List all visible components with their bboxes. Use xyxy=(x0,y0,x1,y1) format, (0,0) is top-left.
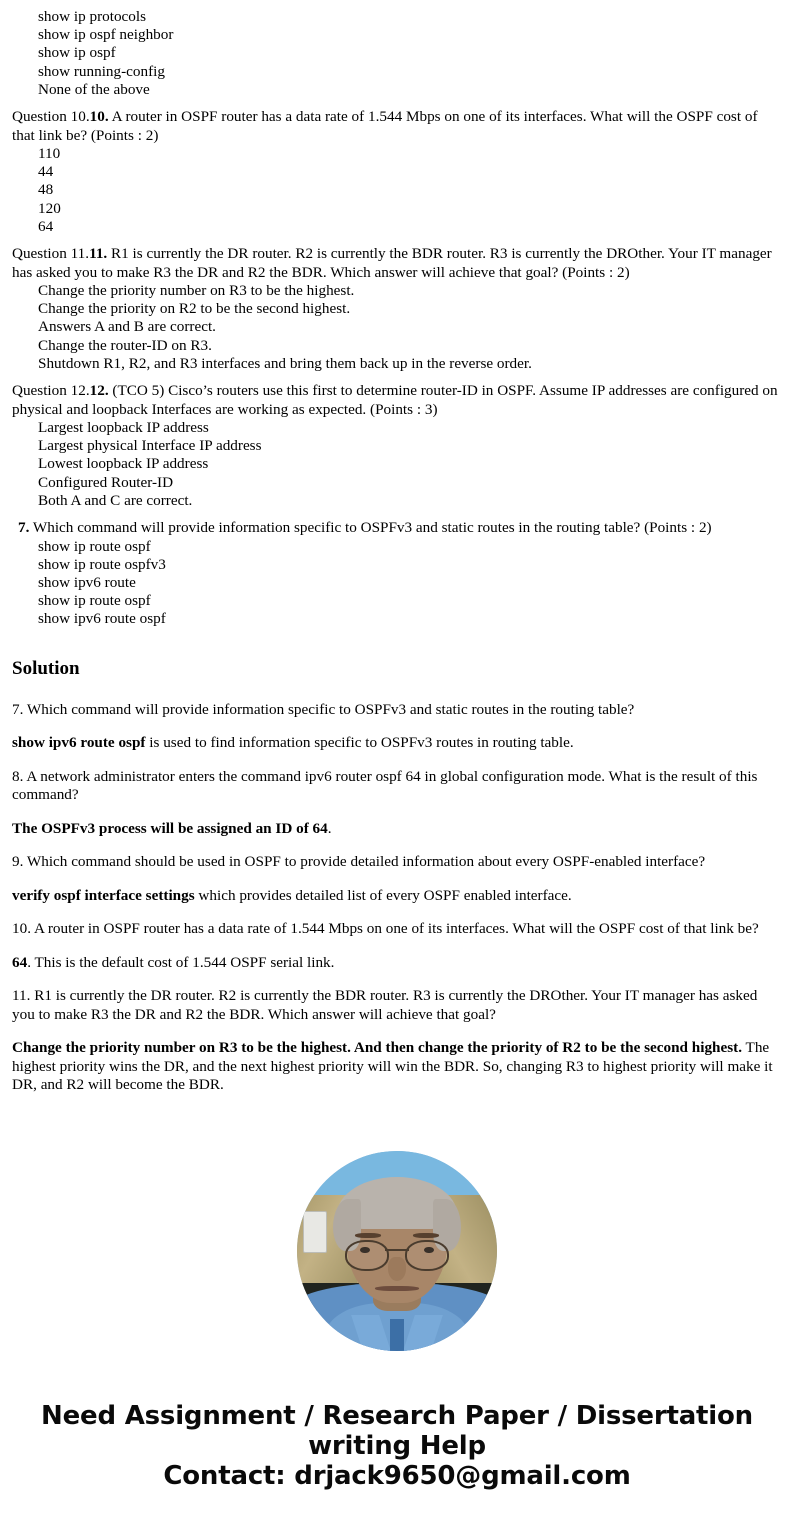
list-item[interactable]: show ip route ospf xyxy=(38,592,151,610)
clipped-top-line xyxy=(12,0,782,8)
question-7-options xyxy=(12,538,782,629)
page-title: Solution xyxy=(12,657,80,679)
question-12-number: 12. xyxy=(89,382,109,400)
question-10-body: A router in OSPF router has a data rate of 1.544 Mbps on one of its interfaces. What will the OSPF cost of that link be? (Points : 2) xyxy=(12,108,758,144)
list-item[interactable]: Change the priority on R2 to be the second highest. xyxy=(38,300,351,318)
question-11-label: Question 11. xyxy=(12,245,90,263)
list-item[interactable]: show ip ospf neighbor xyxy=(38,26,174,44)
solution-answer-11 xyxy=(12,1039,782,1095)
list-item[interactable]: show ip route ospf xyxy=(38,537,151,555)
list-item[interactable]: show ip ospf xyxy=(38,44,116,62)
list-item[interactable]: show ipv6 route ospf xyxy=(38,610,166,628)
avatar-mouth xyxy=(375,1286,419,1291)
avatar-container xyxy=(12,1151,782,1351)
list-item[interactable]: Both A and C are correct. xyxy=(38,491,193,509)
question-12-body: (TCO 5) Cisco’s routers use this first to determine router-ID in OSPF. Assume IP addresses are configured on physical and loopback Interfaces are working as expected. (Points : 3) xyxy=(12,382,778,418)
solution-answer-7-rest: is used to find information specific to OSPFv3 routes in routing table. xyxy=(145,734,574,752)
solution-answer-10-bold: 64 xyxy=(12,953,28,971)
solution-answer-8-bold: The OSPFv3 process will be assigned an ID of 64 xyxy=(12,819,328,837)
solution-answer-8 xyxy=(12,820,782,839)
list-item[interactable]: Largest loopback IP address xyxy=(38,419,209,437)
solution-answer-11-bold: Change the priority number on R3 to be the highest. And then change the priority of R2 to be the second highest. xyxy=(12,1039,743,1057)
list-item[interactable]: Configured Router-ID xyxy=(38,473,174,491)
solution-question-10: 10. A router in OSPF router has a data rate of 1.544 Mbps on one of its interfaces. What will the OSPF cost of that link be? xyxy=(12,920,759,938)
question-11-body: R1 is currently the DR router. R2 is currently the BDR router. R3 is currently the DROther. Your IT manager has asked you to make R3 the DR and R2 the BDR. Which answer will achieve that goal? (Points : 2) xyxy=(12,245,772,281)
solution-answer-10 xyxy=(12,954,782,973)
solution-question-11: 11. R1 is currently the DR router. R2 is currently the BDR router. R3 is currently the DROther. Your IT manager has asked you to make R3 the DR and R2 the BDR. Which answer will achieve that goal? xyxy=(12,987,758,1023)
list-item[interactable]: Answers A and B are correct. xyxy=(38,318,216,336)
list-item[interactable]: show ip route ospfv3 xyxy=(38,555,166,573)
solution-answer-9-rest: which provides detailed list of every OSPF enabled interface. xyxy=(194,886,572,904)
question-7-text xyxy=(12,519,782,538)
list-item[interactable]: show ipv6 route xyxy=(38,573,136,591)
list-item[interactable]: 48 xyxy=(38,181,54,199)
avatar-eyeglass-left xyxy=(345,1240,389,1271)
question-12-label: Question 12. xyxy=(12,382,90,400)
question-10-options xyxy=(12,145,782,236)
avatar-eyeglass-right xyxy=(405,1240,449,1271)
solution-answer-7 xyxy=(12,734,782,753)
solution-answer-11-rest: The highest priority wins the DR, and the next highest priority will win the BDR. So, changing R3 to highest priority will make it DR, and R2 will become the BDR. xyxy=(12,1039,773,1094)
solution-answer-9-bold: verify ospf interface settings xyxy=(12,886,195,904)
list-item[interactable]: 110 xyxy=(38,145,61,163)
avatar-tie xyxy=(390,1319,404,1351)
question-10-number: 10. xyxy=(89,108,109,126)
avatar xyxy=(297,1151,497,1351)
list-item[interactable]: show ip protocols xyxy=(38,8,146,25)
question-12-text xyxy=(12,382,782,419)
footer-contact-email[interactable]: Contact: drjack9650@gmail.com xyxy=(163,1460,631,1491)
solution-answer-10-rest: . This is the default cost of 1.544 OSPF serial link. xyxy=(27,953,335,971)
list-item[interactable]: None of the above xyxy=(38,80,150,98)
option-list-previous-question xyxy=(12,8,782,99)
list-item[interactable]: show running-config xyxy=(38,62,165,80)
solution-question-8: 8. A network administrator enters the command ipv6 router ospf 64 in global configuration mode. What is the result of this command? xyxy=(12,767,758,804)
question-11-text xyxy=(12,245,782,282)
avatar-eyeglass-bridge xyxy=(385,1249,409,1251)
solution-answer-8-rest: . xyxy=(327,819,332,837)
avatar-eyebrow-left xyxy=(355,1233,381,1238)
list-item[interactable]: Lowest loopback IP address xyxy=(38,455,209,473)
question-7-body: Which command will provide information specific to OSPFv3 and static routes in the routing table? (Points : 2) xyxy=(29,519,712,537)
footer-contact-block xyxy=(12,1401,782,1491)
list-item[interactable]: Shutdown R1, R2, and R3 interfaces and bring them back up in the reverse order. xyxy=(38,354,532,372)
solution-question-7: 7. Which command will provide information specific to OSPFv3 and static routes in the routing table? xyxy=(12,700,635,718)
list-item[interactable]: 64 xyxy=(38,217,54,235)
question-10-label: Question 10. xyxy=(12,108,90,126)
list-item[interactable]: Change the router-ID on R3. xyxy=(38,336,212,354)
avatar-background-switch xyxy=(303,1211,327,1253)
list-item[interactable]: 120 xyxy=(38,199,61,217)
avatar-nose xyxy=(388,1257,406,1281)
question-11-number: 11. xyxy=(89,245,108,263)
question-12-options xyxy=(12,419,782,510)
question-11-options xyxy=(12,282,782,373)
list-item[interactable]: Largest physical Interface IP address xyxy=(38,437,262,455)
solution-answer-9 xyxy=(12,887,782,906)
avatar-eyebrow-right xyxy=(413,1233,439,1238)
list-item[interactable]: 44 xyxy=(38,163,54,181)
list-item[interactable]: Change the priority number on R3 to be the highest. xyxy=(38,282,355,300)
solution-question-9: 9. Which command should be used in OSPF to provide detailed information about every OSPF-enabled interface? xyxy=(12,853,706,871)
question-7-number: 7. xyxy=(18,519,30,537)
question-10-text xyxy=(12,108,782,145)
solution-answer-7-bold: show ipv6 route ospf xyxy=(12,734,146,752)
footer-headline: Need Assignment / Research Paper / Dissertation writing Help xyxy=(41,1400,753,1461)
